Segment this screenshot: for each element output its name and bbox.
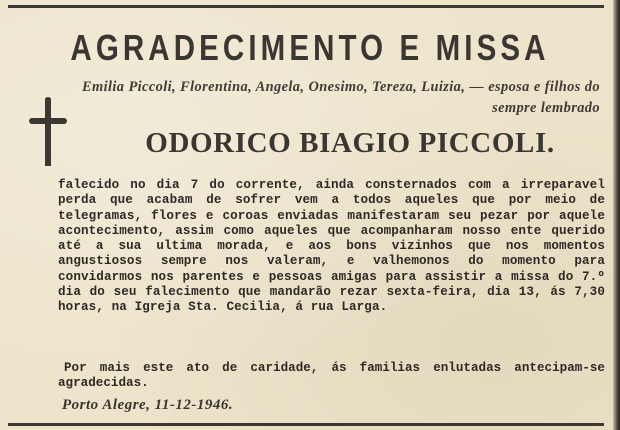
- top-border-rule: [8, 5, 604, 8]
- closing-paragraph: [58, 361, 605, 392]
- bottom-border-rule: [8, 423, 604, 426]
- latin-cross-icon: [28, 96, 68, 168]
- place-and-date: Porto Alegre, 11-12-1946.: [62, 397, 234, 413]
- notice-body: [58, 178, 605, 316]
- family-names: Emilia Piccoli, Florentina, Angela, Onesimo, Tereza, Luizia, — esposa e filhos do sempre lembrado: [82, 79, 600, 116]
- notice-title: AGRADECIMENTO E MISSA: [70, 27, 550, 68]
- deceased-name: ODORICO BIAGIO PICCOLI.: [145, 127, 555, 159]
- closing-text: Por mais este ato de caridade, ás familias enlutadas antecipam-se agradecidas.: [58, 361, 605, 391]
- clipping-shadow-edge: [613, 0, 620, 430]
- body-paragraph: falecido no dia 7 do corrente, ainda consternados com a irreparavel perda que acabam de sofrer vem a todos aqueles que por meio de telegramas, flores e coroas enviadas manifestaram seu pezar por aquele acontecimento, assim como aqueles que acompanharam nosso ente querido até a sua ultima morada, e aos bons vizinhos que nos momentos angustiosos sempre nos valeram, e valhemonos do momento para convidarmos nos parentes e pessoas amigas para assistir a missa do 7.º dia do seu falecimento que mandarão rezar sexta-feira, dia 13, ás 7,30 horas, na Igreja Sta. Cecilia, á rua Larga.: [58, 178, 605, 315]
